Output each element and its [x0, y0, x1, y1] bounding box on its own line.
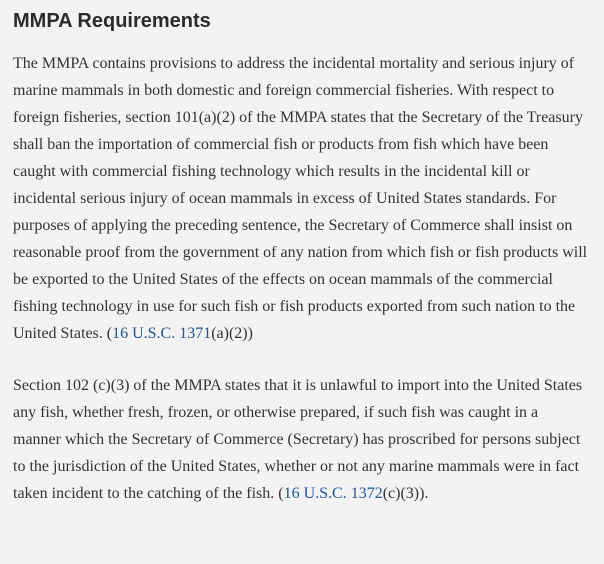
paragraph-section-102-text: Section 102 (c)(3) of the MMPA states that it is unlawful to import into the United States any fish, whether fresh, frozen, or otherwise prepared, if such fish was caught in a manner which the Secretary of Commerce (Secretary) has proscribed for persons subject to the jurisdiction of the United States, whether or not any marine mammals were in fact taken incident to the catching of the fish. (: [13, 377, 583, 502]
paragraph-section-101-citation-suffix: (a)(2)): [211, 325, 253, 342]
usc-1371-link[interactable]: 16 U.S.C. 1371: [112, 325, 212, 342]
paragraph-section-101: [13, 50, 590, 347]
paragraph-section-102-citation-suffix: (c)(3)).: [382, 485, 429, 502]
paragraph-section-101-text: The MMPA contains provisions to address the incidental mortality and serious injury of marine mammals in both domestic and foreign commercial fisheries. With respect to foreign fisheries, section 101(a)(2) of the MMPA states that the Secretary of the Treasury shall ban the importation of commercial fish or products from fish which have been caught with commercial fishing technology which results in the incidental kill or incidental serious injury of ocean mammals in excess of United States standards. For purposes of applying the preceding sentence, the Secretary of Commerce shall insist on reasonable proof from the government of any nation from which fish or fish products will be exported to the United States of the effects on ocean mammals of the commercial fishing technology in use for such fish or fish products exported from such nation to the United States. (: [13, 55, 588, 342]
section-heading: MMPA Requirements: [13, 10, 211, 32]
paragraph-section-102: [13, 372, 590, 507]
usc-1372-link[interactable]: 16 U.S.C. 1372: [283, 485, 383, 502]
